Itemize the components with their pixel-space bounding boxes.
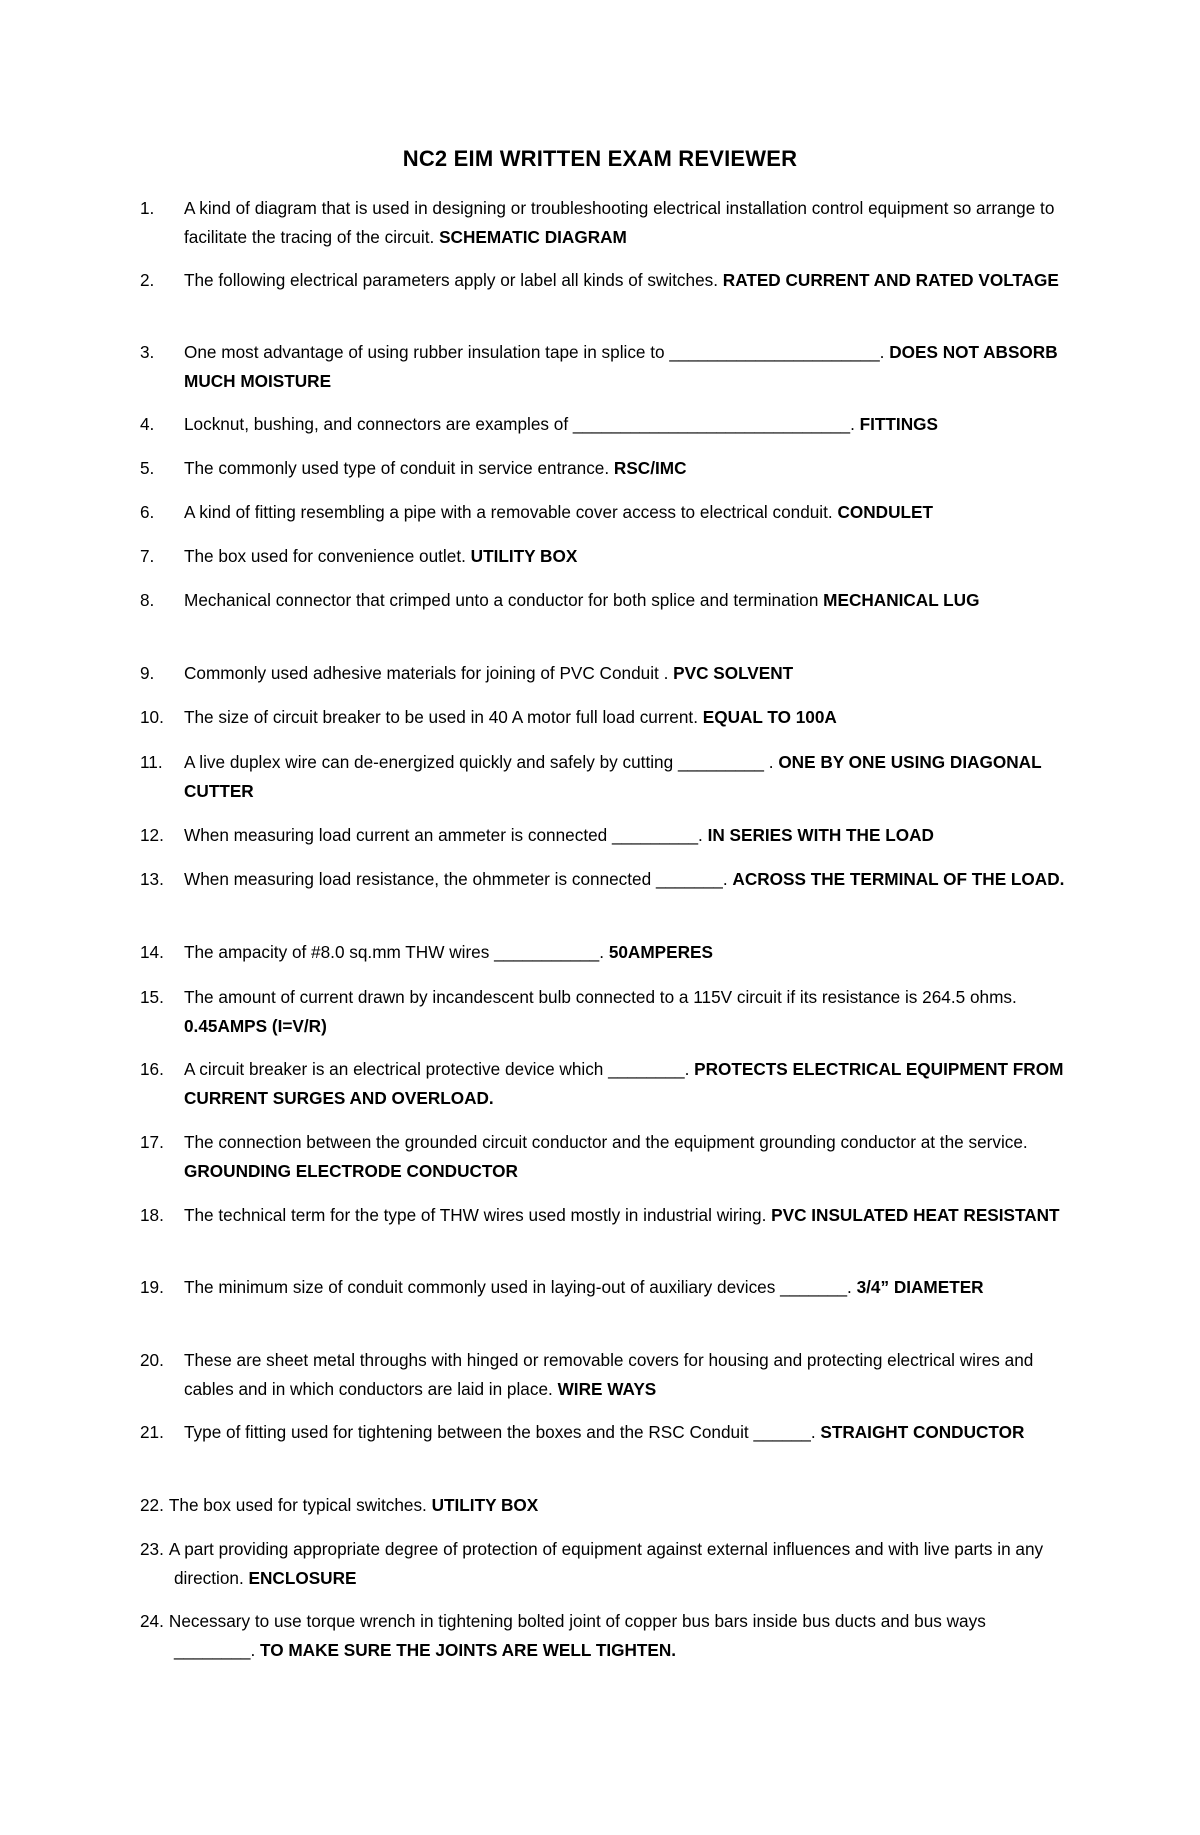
question-item <box>140 748 1070 806</box>
question-answer: UTILITY BOX <box>431 1495 539 1515</box>
question-answer: 50AMPERES <box>608 942 713 962</box>
question-number: 10. <box>140 707 164 727</box>
question-text: The minimum size of conduit commonly used in laying-out of auxiliary devices _______. <box>184 1277 852 1297</box>
question-item <box>140 410 1070 439</box>
question-item <box>140 1491 1070 1520</box>
question-item <box>140 938 1070 967</box>
question-text: One most advantage of using rubber insulation tape in splice to ______________________. <box>184 342 885 362</box>
question-item <box>140 659 1070 688</box>
question-answer: GROUNDING ELECTRODE CONDUCTOR <box>184 1161 518 1181</box>
question-text: The ampacity of #8.0 sq.mm THW wires ___________. <box>184 942 605 962</box>
question-answer: DOES NOT ABSORB MUCH MOISTURE <box>184 342 1058 391</box>
question-item <box>140 1273 1070 1302</box>
question-text: When measuring load resistance, the ohmmeter is connected _______. <box>184 869 728 889</box>
question-number: 6. <box>140 502 155 522</box>
question-item <box>140 586 1070 615</box>
question-number: 11. <box>140 752 163 772</box>
question-number: 15. <box>140 987 164 1007</box>
question-item <box>140 1346 1070 1404</box>
question-answer: PVC INSULATED HEAT RESISTANT <box>771 1205 1060 1225</box>
question-number: 23. <box>140 1539 164 1559</box>
question-text: When measuring load current an ammeter is connected _________. <box>184 825 703 845</box>
question-item <box>140 542 1070 571</box>
question-text: A part providing appropriate degree of protection of equipment against external influences and with live parts in any direction. <box>168 1539 1044 1588</box>
question-answer: IN SERIES WITH THE LOAD <box>707 825 934 845</box>
question-number: 9. <box>140 663 155 683</box>
question-answer: PROTECTS ELECTRICAL EQUIPMENT FROM CURRENT SURGES AND OVERLOAD. <box>184 1059 1064 1108</box>
question-item <box>140 1535 1070 1593</box>
question-item <box>140 821 1070 850</box>
page-title: NC2 EIM WRITTEN EXAM REVIEWER <box>402 146 798 171</box>
question-answer: PVC SOLVENT <box>673 663 794 683</box>
question-answer: 3/4” DIAMETER <box>856 1277 984 1297</box>
question-text: Type of fitting used for tightening between the boxes and the RSC Conduit ______. <box>184 1422 816 1442</box>
question-item <box>140 266 1070 295</box>
question-answer: SCHEMATIC DIAGRAM <box>439 227 627 247</box>
question-answer: WIRE WAYS <box>557 1379 657 1399</box>
question-answer: CONDULET <box>837 502 933 522</box>
question-answer: TO MAKE SURE THE JOINTS ARE WELL TIGHTEN. <box>260 1640 677 1660</box>
question-text: Locknut, bushing, and connectors are examples of _____________________________. <box>184 414 855 434</box>
question-answer: RSC/IMC <box>613 458 687 478</box>
question-number: 13. <box>140 869 164 889</box>
question-text: The commonly used type of conduit in service entrance. <box>184 458 610 478</box>
question-item <box>140 1607 1070 1665</box>
question-number: 18. <box>140 1205 164 1225</box>
question-text: A circuit breaker is an electrical protective device which ________. <box>184 1059 690 1079</box>
question-text: The size of circuit breaker to be used in 40 A motor full load current. <box>184 707 698 727</box>
question-answer: FITTINGS <box>859 414 938 434</box>
question-answer: ACROSS THE TERMINAL OF THE LOAD. <box>732 869 1065 889</box>
question-number: 16. <box>140 1059 164 1079</box>
question-number: 2. <box>140 270 155 290</box>
question-item <box>140 194 1070 252</box>
question-number: 17. <box>140 1132 164 1152</box>
question-text: The technical term for the type of THW wires used mostly in industrial wiring. <box>184 1205 767 1225</box>
question-number: 8. <box>140 590 155 610</box>
question-number: 5. <box>140 458 155 478</box>
question-answer: ENCLOSURE <box>248 1568 357 1588</box>
question-answer: EQUAL TO 100A <box>702 707 837 727</box>
question-number: 14. <box>140 942 164 962</box>
question-answer: 0.45AMPS (I=V/R) <box>184 1016 327 1036</box>
question-text: Necessary to use torque wrench in tightening bolted joint of copper bus bars inside bus ducts and bus ways ________. <box>168 1611 986 1660</box>
question-number: 12. <box>140 825 164 845</box>
question-item <box>140 1055 1070 1113</box>
question-answer: ONE BY ONE USING DIAGONAL CUTTER <box>184 752 1042 801</box>
question-text: The connection between the grounded circuit conductor and the equipment grounding conductor at the service. <box>184 1132 1028 1152</box>
question-text: These are sheet metal throughs with hinged or removable covers for housing and protecting electrical wires and cables and in which conductors are laid in place. <box>184 1350 1034 1399</box>
question-number: 4. <box>140 414 155 434</box>
question-number: 7. <box>140 546 155 566</box>
question-text: The box used for typical switches. <box>168 1495 427 1515</box>
question-answer: MECHANICAL LUG <box>823 590 980 610</box>
question-number: 1. <box>140 198 155 218</box>
question-answer: STRAIGHT CONDUCTOR <box>820 1422 1025 1442</box>
question-number: 21. <box>140 1422 164 1442</box>
question-text: Mechanical connector that crimped unto a conductor for both splice and termination <box>184 590 819 610</box>
question-item <box>140 1418 1070 1447</box>
question-answer: RATED CURRENT AND RATED VOLTAGE <box>722 270 1059 290</box>
question-item <box>140 1128 1070 1186</box>
question-number: 20. <box>140 1350 164 1370</box>
question-item <box>140 703 1070 732</box>
question-text: A kind of fitting resembling a pipe with a removable cover access to electrical conduit. <box>184 502 833 522</box>
question-number: 3. <box>140 342 155 362</box>
question-item <box>140 454 1070 483</box>
question-item <box>140 1201 1070 1230</box>
question-number: 22. <box>140 1495 164 1515</box>
question-number: 19. <box>140 1277 164 1297</box>
question-item <box>140 865 1070 894</box>
question-text: A kind of diagram that is used in designing or troubleshooting electrical installation control equipment so arrange to facilitate the tracing of the circuit. <box>184 198 1055 247</box>
question-text: The following electrical parameters apply or label all kinds of switches. <box>184 270 719 290</box>
question-item <box>140 983 1070 1041</box>
question-text: A live duplex wire can de-energized quickly and safely by cutting _________ . <box>184 752 774 772</box>
question-item <box>140 338 1070 396</box>
question-text: The box used for convenience outlet. <box>184 546 466 566</box>
question-item <box>140 498 1070 527</box>
question-answer: UTILITY BOX <box>470 546 578 566</box>
question-text: The amount of current drawn by incandescent bulb connected to a 115V circuit if its resistance is 264.5 ohms. <box>184 987 1017 1007</box>
question-text: Commonly used adhesive materials for joining of PVC Conduit . <box>184 663 669 683</box>
question-number: 24. <box>140 1611 164 1631</box>
